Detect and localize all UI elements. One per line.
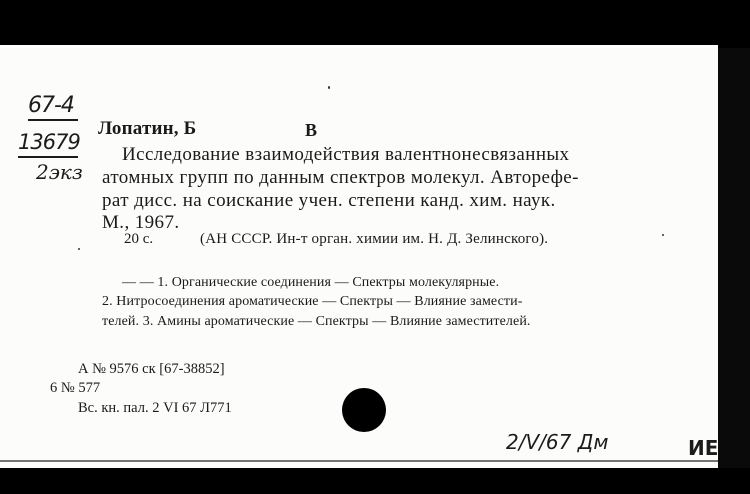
handwritten-signature: 2/V/67 Дм [506, 430, 609, 454]
subject-line-3: телей. 3. Амины ароматические — Спектры — Влияние заместителей. [102, 314, 531, 329]
entry-title-line-4: М., 1967. [102, 212, 180, 233]
catalog-card [0, 48, 718, 468]
meta-line-3: Вс. кн. пал. 2 VI 67 Л771 [78, 400, 232, 416]
scan-speck [78, 248, 80, 250]
card-bottom-rule [0, 460, 718, 462]
entry-title-line-3: рат дисс. на соискание учен. степени канд. хим. наук. [102, 190, 556, 211]
scan-speck [662, 234, 664, 236]
entry-publisher: (АН СССР. Ин-т орган. химии им. Н. Д. Зелинского). [200, 231, 549, 247]
entry-title-line-1: Исследование взаимодействия валентнонесвязанных [122, 144, 570, 165]
scan-border-right [718, 48, 750, 468]
meta-line-1: А № 9576 ск [67-38852] [78, 361, 225, 377]
entry-author: Лопатин, Б [98, 118, 197, 139]
handwritten-code-middle: 13679 [18, 130, 80, 154]
punch-hole [342, 388, 386, 432]
entry-title-line-2: атомных групп по данным спектров молекул. Авторефе- [102, 167, 579, 188]
subject-line-2: 2. Нитросоединения ароматические — Спектры — Влияние замести- [102, 294, 523, 309]
scan-border-bottom [0, 468, 750, 494]
handwritten-copies-note: 2экз [36, 160, 83, 184]
handwritten-code-top: 67-4 [28, 93, 74, 118]
meta-line-2: 6 № 577 [50, 380, 101, 396]
entry-author-initial: В [305, 120, 318, 140]
handwritten-mark-right: ИЕ [688, 436, 718, 460]
entry-pages: 20 с. [124, 231, 154, 247]
subject-line-1: — — 1. Органические соединения — Спектры молекулярные. [122, 275, 500, 290]
scan-speck [328, 86, 330, 89]
